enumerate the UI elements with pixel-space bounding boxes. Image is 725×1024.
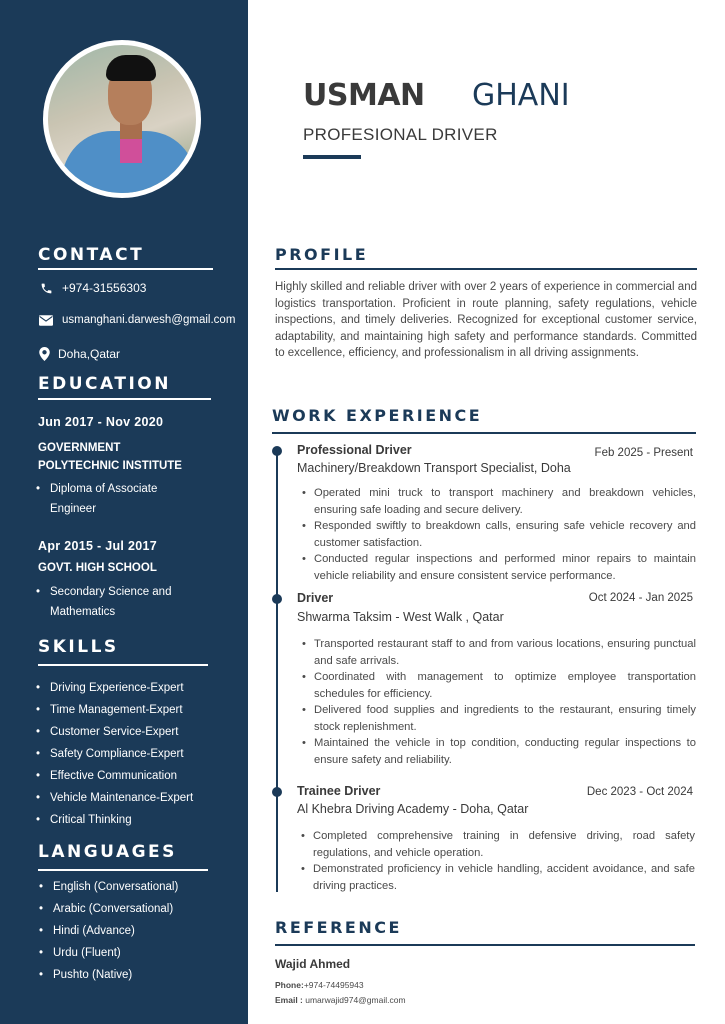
location-pin-icon (38, 347, 50, 361)
detail-line: Secondary Science and (50, 586, 172, 598)
skill-item: • Driving Experience-Expert (36, 682, 184, 694)
job-bullet: • Delivered food supplies and ingredients to the restaurant, ensuring timely stock replenishment. (314, 702, 696, 735)
language-item: • Hindi (Advance) (39, 925, 135, 937)
work-heading: WORK EXPERIENCE (272, 406, 483, 425)
contact-divider (38, 268, 213, 270)
job-company: Al Khebra Driving Academy - Doha, Qatar (297, 802, 529, 816)
skills-heading: SKILLS (38, 637, 119, 657)
job-title: Professional Driver (297, 443, 412, 457)
education-detail: • Diploma of Associate Engineer (50, 479, 157, 519)
work-divider (272, 432, 696, 434)
languages-heading: LANGUAGES (38, 842, 177, 862)
job-bullets (314, 485, 696, 584)
profile-heading: PROFILE (275, 245, 369, 264)
education-divider (38, 398, 211, 400)
skill-item: • Vehicle Maintenance-Expert (36, 792, 194, 804)
job-bullet: • Conducted regular inspections and performed minor repairs to maintain vehicle reliability and ensure consistent service performance. (314, 551, 696, 584)
job-date: Feb 2025 - Present (594, 447, 693, 459)
job-title: Trainee Driver (297, 784, 381, 798)
school-line: GOVERNMENT (38, 442, 121, 454)
school-line: POLYTECHNIC INSTITUTE (38, 460, 182, 472)
school-line: GOVT. HIGH SCHOOL (38, 562, 157, 574)
skill-item: • Customer Service-Expert (36, 726, 179, 738)
reference-divider (275, 944, 695, 946)
contact-location (38, 347, 120, 361)
timeline-line (276, 450, 278, 892)
job-role-title: PROFESIONAL DRIVER (303, 125, 498, 144)
job-title: Driver (297, 591, 334, 605)
profile-photo (48, 45, 196, 193)
skills-divider (38, 664, 208, 666)
job-bullet: • Transported restaurant staff to and from various locations, ensuring punctual and safe arrivals. (314, 636, 696, 669)
reference-phone-label: Phone: (275, 980, 304, 990)
language-item: • Pushto (Native) (39, 969, 133, 981)
reference-email[interactable] (275, 995, 406, 1005)
timeline-dot (272, 594, 282, 604)
education-detail: • Secondary Science and Mathematics (50, 582, 171, 622)
job-bullets (314, 636, 696, 768)
profile-summary: Highly skilled and reliable driver with over 2 years of experience in commercial and logistics transportation. Proficient in route planning, safety regulations, vehicle inspections, and timely deliveries. Recognized for exceptional customer service, adaptability, and maintaining high safety and performance standards. Committed to excellence, efficiency, and professionalism in all driving assignments. (275, 281, 697, 359)
phone-text: +974-31556303 (62, 281, 147, 295)
role-accent-bar (303, 155, 361, 159)
location-text: Doha,Qatar (58, 347, 121, 361)
job-company: Machinery/Breakdown Transport Specialist, Doha (297, 461, 571, 475)
profile-photo-frame (43, 40, 201, 198)
contact-heading: CONTACT (38, 245, 145, 265)
job-bullet: • Demonstrated proficiency in vehicle handling, accident avoidance, and safe driving practices. (313, 861, 695, 894)
phone-icon (38, 282, 54, 295)
education-date: Jun 2017 - Nov 2020 (38, 415, 164, 429)
reference-phone-value: +974-74495943 (303, 980, 364, 990)
timeline-dot (272, 446, 282, 456)
reference-email-value: umarwajid974@gmail.com (305, 995, 406, 1005)
education-heading: EDUCATION (38, 374, 171, 394)
contact-phone (38, 281, 146, 295)
job-bullet: • Maintained the vehicle in top condition, conducting regular inspections to ensure safety and reliability. (314, 735, 696, 768)
name-first: USMAN (303, 78, 425, 113)
education-school (38, 439, 182, 475)
job-bullet: • Completed comprehensive training in defensive driving, road safety regulations, and vehicle operation. (313, 828, 695, 861)
reference-phone (275, 980, 364, 990)
reference-name: Wajid Ahmed (275, 957, 351, 971)
detail-line: Engineer (50, 503, 97, 515)
skill-item: • Critical Thinking (36, 814, 132, 826)
sidebar (0, 0, 248, 1024)
detail-line: Mathematics (50, 606, 116, 618)
profile-divider (275, 268, 697, 270)
detail-line: Diploma of Associate (50, 483, 158, 495)
language-item: • English (Conversational) (39, 881, 179, 893)
job-bullet: • Responded swiftly to breakdown calls, ensuring safe vehicle recovery and customer satisfaction. (314, 518, 696, 551)
job-company: Shwarma Taksim - West Walk , Qatar (297, 610, 504, 624)
languages-divider (38, 869, 208, 871)
name-last: GHANI (472, 78, 570, 113)
job-bullet: • Operated mini truck to transport machinery and breakdown vehicles, ensuring safe loading and secure delivery. (314, 485, 696, 518)
skill-item: • Effective Communication (36, 770, 177, 782)
skill-item: • Time Management-Expert (36, 704, 183, 716)
reference-email-label: Email : (275, 995, 303, 1005)
contact-email[interactable] (38, 314, 235, 326)
education-date: Apr 2015 - Jul 2017 (38, 539, 157, 553)
job-date: Oct 2024 - Jan 2025 (588, 592, 693, 604)
education-school (38, 559, 157, 577)
job-date: Dec 2023 - Oct 2024 (586, 786, 693, 798)
skill-item: • Safety Compliance-Expert (36, 748, 184, 760)
job-bullets (313, 828, 695, 894)
reference-heading: REFERENCE (275, 918, 402, 937)
language-item: • Arabic (Conversational) (39, 903, 174, 915)
timeline-dot (272, 787, 282, 797)
mail-icon (38, 315, 54, 326)
language-item: • Urdu (Fluent) (39, 947, 121, 959)
email-text: usmanghani.darwesh@gmail.com (62, 314, 236, 326)
job-bullet: • Coordinated with management to optimize employee transportation schedules for efficiency. (314, 669, 696, 702)
